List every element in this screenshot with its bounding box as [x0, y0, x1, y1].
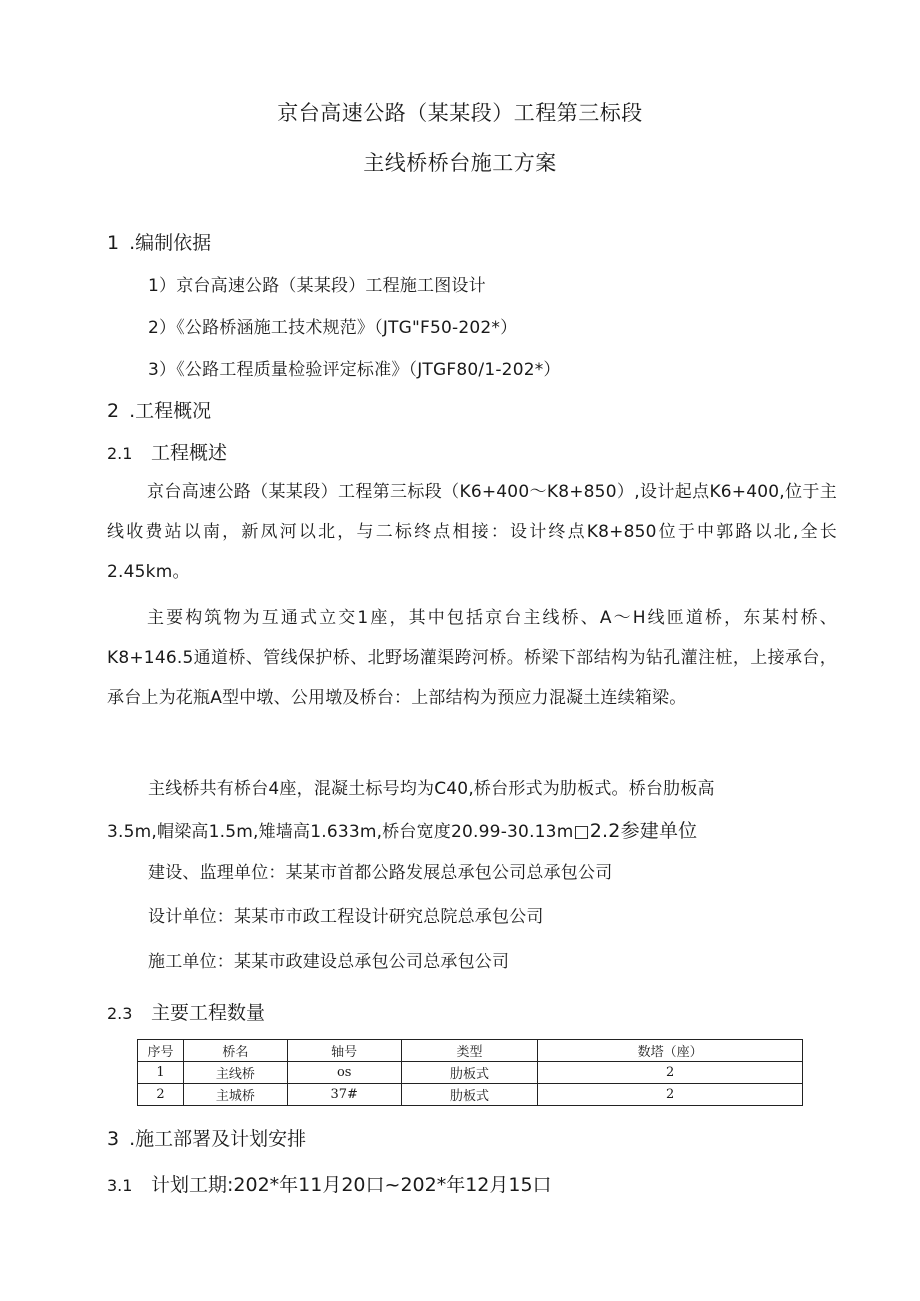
table-header: 类型: [401, 1040, 538, 1062]
basis-item: 3）《公路工程质量检验评定标准》（JTGF80/1-202*）: [148, 360, 561, 380]
section-number: 3: [107, 1128, 120, 1150]
abutment-paragraph-line1: 主线桥共有桥台4座，混凝土标号均为C40,桥台形式为肋板式。桥台肋板高: [148, 779, 715, 799]
section-title: 参建单位: [620, 820, 698, 842]
table-row: [138, 1062, 803, 1084]
section-2-1-heading: [107, 438, 227, 465]
section-2-heading: [107, 396, 211, 423]
abutment-paragraph-line2: [107, 816, 697, 843]
table-cell: 肋板式: [401, 1084, 538, 1106]
section-title: .工程概况: [129, 400, 212, 422]
table-header: 桥名: [183, 1040, 287, 1062]
section-number: 2.1: [107, 444, 133, 463]
section-2-3-heading: [107, 998, 265, 1025]
section-number: 2.2: [589, 820, 621, 842]
table-cell: 主线桥: [183, 1062, 287, 1084]
unit-line: 施工单位：某某市政建设总承包公司总承包公司: [148, 952, 510, 972]
table-header: 轴号: [287, 1040, 401, 1062]
document-title: 京台高速公路（某某段）工程第三标段: [277, 101, 643, 125]
section-title: 主要工程数量: [151, 1002, 266, 1024]
table-cell: 2: [138, 1084, 184, 1106]
structures-paragraph: 主要构筑物为互通式立交1座，其中包括京台主线桥、A～H线匝道桥，东某村桥、K8+146.5通道桥、管线保护桥、北野场灌渠跨河桥。桥梁下部结构为钻孔灌注桩，上接承台，承台上为花瓶A型中墩、公用墩及桥台：上部结构为预应力混凝土连续箱梁。: [107, 608, 837, 708]
unit-line: 建设、监理单位：某某市首都公路发展总承包公司总承包公司: [148, 863, 613, 883]
section-title: 工程概述: [151, 442, 228, 464]
table-cell: 2: [538, 1084, 803, 1106]
section-title: .编制依据: [129, 232, 212, 254]
table-header-row: [138, 1040, 803, 1062]
section-number: 2: [107, 400, 120, 422]
section-1-heading: [107, 228, 211, 255]
table-cell: 1: [138, 1062, 184, 1084]
table-cell: 2: [538, 1062, 803, 1084]
section-number: 2.3: [107, 1004, 133, 1023]
section-title: 计划工期:202*年11月20口~202*年12月15口: [151, 1174, 552, 1196]
table-row: [138, 1084, 803, 1106]
quantity-table: [137, 1039, 803, 1106]
section-number: 3.1: [107, 1176, 133, 1195]
basis-item: 2）《公路桥涵施工技术规范》（JTG"F50-202*）: [148, 318, 518, 338]
table-cell: 37#: [287, 1084, 401, 1106]
unit-line: 设计单位：某某市市政工程设计研究总院总承包公司: [148, 907, 544, 927]
table-cell: 主城桥: [183, 1084, 287, 1106]
abutment-dimensions: 3.5m,帽梁高1.5m,雉墙高1.633m,桥台宽度20.99-30.13m□: [107, 822, 590, 842]
table-cell: os: [287, 1062, 401, 1084]
table-cell: 肋板式: [401, 1062, 538, 1084]
section-title: .施工部署及计划安排: [129, 1128, 307, 1150]
section-3-1-heading: [107, 1170, 552, 1197]
basis-item: 1）京台高速公路（某某段）工程施工图设计: [148, 276, 486, 296]
section-2-2-heading: [590, 820, 698, 842]
table-header: 序号: [138, 1040, 184, 1062]
table-header: 数塔（座）: [538, 1040, 803, 1062]
section-number: 1: [107, 232, 120, 254]
section-3-heading: [107, 1124, 306, 1151]
document-subtitle: 主线桥桥台施工方案: [363, 151, 557, 175]
overview-paragraph: 京台高速公路（某某段）工程第三标段（K6+400～K8+850）,设计起点K6+400,位于主线收费站以南，新凤河以北，与二标终点相接：设计终点K8+850位于中郭路以北,全长2.45km。: [107, 482, 837, 582]
